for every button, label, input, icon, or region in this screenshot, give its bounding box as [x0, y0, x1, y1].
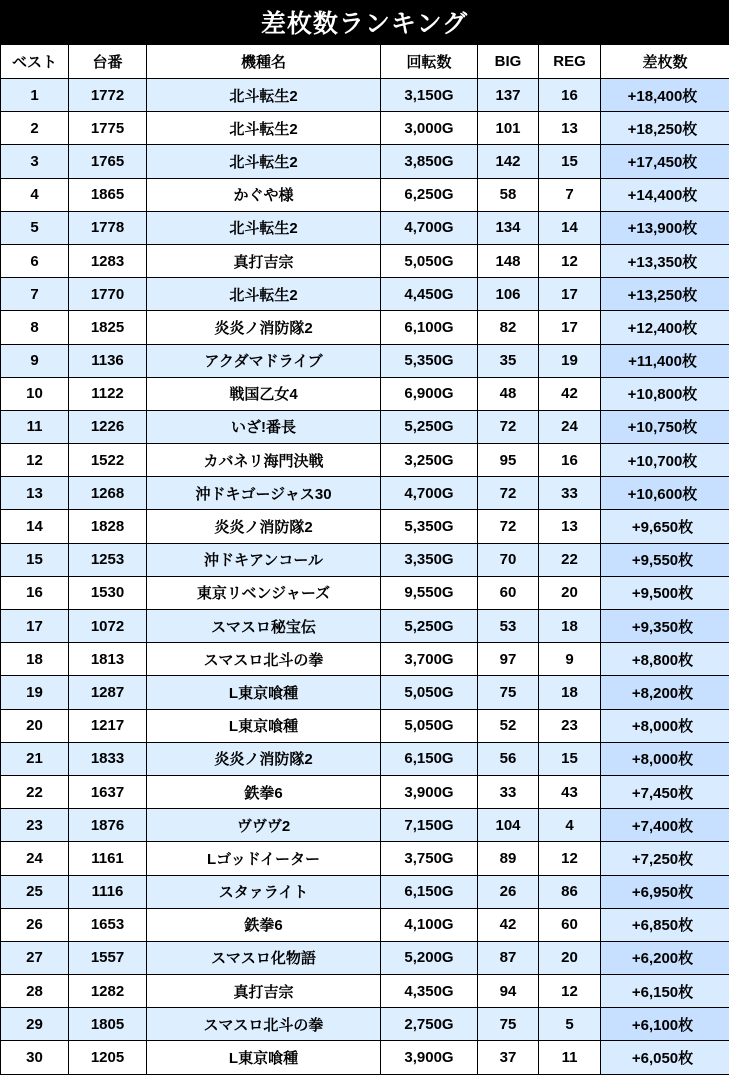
cell-kaiten: 3,000G	[381, 112, 478, 145]
cell-reg: 60	[539, 908, 601, 941]
cell-reg: 12	[539, 842, 601, 875]
cell-kishu: スマスロ秘宝伝	[147, 610, 381, 643]
cell-dai: 1268	[69, 477, 147, 510]
cell-dai: 1828	[69, 510, 147, 543]
cell-sa: +9,650枚	[601, 510, 729, 543]
cell-best: 25	[1, 875, 69, 908]
cell-sa: +7,450枚	[601, 775, 729, 808]
cell-kishu: 炎炎ノ消防隊2	[147, 742, 381, 775]
cell-dai: 1637	[69, 775, 147, 808]
cell-reg: 17	[539, 278, 601, 311]
column-header-reg: REG	[539, 45, 601, 79]
cell-sa: +10,800枚	[601, 377, 729, 410]
column-header-dai: 台番	[69, 45, 147, 79]
cell-kishu: 沖ドキゴージャス30	[147, 477, 381, 510]
cell-dai: 1530	[69, 576, 147, 609]
cell-reg: 13	[539, 510, 601, 543]
table-row	[1, 344, 729, 377]
cell-sa: +7,250枚	[601, 842, 729, 875]
cell-best: 9	[1, 344, 69, 377]
cell-reg: 17	[539, 311, 601, 344]
cell-reg: 12	[539, 975, 601, 1008]
header-row	[1, 45, 729, 79]
cell-dai: 1522	[69, 444, 147, 477]
cell-kaiten: 5,350G	[381, 510, 478, 543]
cell-big: 134	[478, 211, 539, 244]
cell-best: 16	[1, 576, 69, 609]
cell-big: 26	[478, 875, 539, 908]
ranking-table	[0, 44, 729, 1075]
cell-big: 104	[478, 809, 539, 842]
cell-big: 101	[478, 112, 539, 145]
cell-kaiten: 6,900G	[381, 377, 478, 410]
cell-best: 2	[1, 112, 69, 145]
cell-big: 89	[478, 842, 539, 875]
cell-kishu: 北斗転生2	[147, 112, 381, 145]
cell-best: 23	[1, 809, 69, 842]
cell-best: 3	[1, 145, 69, 178]
table-row	[1, 145, 729, 178]
cell-big: 137	[478, 79, 539, 112]
cell-sa: +9,500枚	[601, 576, 729, 609]
page-title-bar	[0, 0, 729, 44]
cell-kaiten: 3,750G	[381, 842, 478, 875]
cell-sa: +8,200枚	[601, 676, 729, 709]
cell-sa: +10,750枚	[601, 410, 729, 443]
cell-kishu: 真打吉宗	[147, 975, 381, 1008]
table-row	[1, 377, 729, 410]
cell-dai: 1122	[69, 377, 147, 410]
cell-kishu: L東京喰種	[147, 1041, 381, 1074]
table-row	[1, 112, 729, 145]
cell-sa: +13,250枚	[601, 278, 729, 311]
cell-best: 1	[1, 79, 69, 112]
cell-big: 70	[478, 543, 539, 576]
cell-big: 52	[478, 709, 539, 742]
cell-dai: 1772	[69, 79, 147, 112]
table-row	[1, 809, 729, 842]
column-header-kishu: 機種名	[147, 45, 381, 79]
cell-best: 12	[1, 444, 69, 477]
cell-dai: 1217	[69, 709, 147, 742]
cell-kaiten: 4,700G	[381, 477, 478, 510]
cell-big: 72	[478, 510, 539, 543]
cell-kishu: スマスロ北斗の拳	[147, 1008, 381, 1041]
cell-big: 94	[478, 975, 539, 1008]
cell-big: 35	[478, 344, 539, 377]
cell-kaiten: 6,250G	[381, 178, 478, 211]
cell-best: 11	[1, 410, 69, 443]
cell-reg: 22	[539, 543, 601, 576]
cell-reg: 23	[539, 709, 601, 742]
cell-best: 30	[1, 1041, 69, 1074]
cell-kaiten: 5,250G	[381, 610, 478, 643]
cell-kishu: 鉄拳6	[147, 908, 381, 941]
cell-big: 106	[478, 278, 539, 311]
table-row	[1, 178, 729, 211]
cell-kishu: スマスロ化物語	[147, 941, 381, 974]
cell-best: 21	[1, 742, 69, 775]
table-row	[1, 410, 729, 443]
cell-reg: 18	[539, 676, 601, 709]
cell-reg: 18	[539, 610, 601, 643]
cell-big: 75	[478, 676, 539, 709]
cell-big: 56	[478, 742, 539, 775]
cell-reg: 42	[539, 377, 601, 410]
cell-big: 53	[478, 610, 539, 643]
table-body	[1, 79, 729, 1075]
cell-kaiten: 5,200G	[381, 941, 478, 974]
cell-kishu: いざ!番長	[147, 410, 381, 443]
cell-big: 72	[478, 410, 539, 443]
cell-kaiten: 4,450G	[381, 278, 478, 311]
cell-kaiten: 5,250G	[381, 410, 478, 443]
cell-kaiten: 7,150G	[381, 809, 478, 842]
table-row	[1, 244, 729, 277]
cell-kishu: スマスロ北斗の拳	[147, 643, 381, 676]
cell-dai: 1557	[69, 941, 147, 974]
cell-big: 33	[478, 775, 539, 808]
table-row	[1, 610, 729, 643]
cell-reg: 12	[539, 244, 601, 277]
cell-reg: 9	[539, 643, 601, 676]
table-row	[1, 742, 729, 775]
cell-best: 27	[1, 941, 69, 974]
cell-best: 28	[1, 975, 69, 1008]
cell-kishu: ヴヴヴ2	[147, 809, 381, 842]
cell-dai: 1116	[69, 875, 147, 908]
cell-kishu: カバネリ海門決戦	[147, 444, 381, 477]
table-row	[1, 975, 729, 1008]
cell-big: 58	[478, 178, 539, 211]
cell-kaiten: 3,350G	[381, 543, 478, 576]
cell-kishu: Lゴッドイーター	[147, 842, 381, 875]
cell-sa: +6,200枚	[601, 941, 729, 974]
cell-reg: 19	[539, 344, 601, 377]
cell-kaiten: 6,100G	[381, 311, 478, 344]
table-row	[1, 510, 729, 543]
cell-sa: +6,950枚	[601, 875, 729, 908]
cell-best: 18	[1, 643, 69, 676]
cell-big: 87	[478, 941, 539, 974]
cell-sa: +8,000枚	[601, 742, 729, 775]
cell-dai: 1833	[69, 742, 147, 775]
cell-big: 42	[478, 908, 539, 941]
cell-kishu: 戦国乙女4	[147, 377, 381, 410]
cell-big: 142	[478, 145, 539, 178]
cell-big: 75	[478, 1008, 539, 1041]
cell-sa: +9,550枚	[601, 543, 729, 576]
cell-best: 4	[1, 178, 69, 211]
table-row	[1, 576, 729, 609]
table-row	[1, 543, 729, 576]
cell-reg: 14	[539, 211, 601, 244]
cell-dai: 1205	[69, 1041, 147, 1074]
table-row	[1, 842, 729, 875]
cell-kishu: 北斗転生2	[147, 278, 381, 311]
table-row	[1, 709, 729, 742]
cell-sa: +11,400枚	[601, 344, 729, 377]
cell-kaiten: 3,150G	[381, 79, 478, 112]
cell-reg: 24	[539, 410, 601, 443]
table-row	[1, 908, 729, 941]
cell-best: 17	[1, 610, 69, 643]
cell-kaiten: 4,700G	[381, 211, 478, 244]
cell-reg: 15	[539, 145, 601, 178]
cell-best: 22	[1, 775, 69, 808]
cell-kaiten: 2,750G	[381, 1008, 478, 1041]
table-row	[1, 444, 729, 477]
cell-reg: 33	[539, 477, 601, 510]
cell-dai: 1287	[69, 676, 147, 709]
cell-kaiten: 5,050G	[381, 709, 478, 742]
cell-kaiten: 6,150G	[381, 742, 478, 775]
table-row	[1, 311, 729, 344]
table-row	[1, 1008, 729, 1041]
cell-kaiten: 3,850G	[381, 145, 478, 178]
cell-sa: +10,700枚	[601, 444, 729, 477]
table-row	[1, 211, 729, 244]
cell-reg: 16	[539, 79, 601, 112]
table-row	[1, 643, 729, 676]
cell-big: 72	[478, 477, 539, 510]
cell-kaiten: 5,050G	[381, 244, 478, 277]
table-header	[1, 45, 729, 79]
table-row	[1, 676, 729, 709]
cell-reg: 43	[539, 775, 601, 808]
cell-best: 10	[1, 377, 69, 410]
cell-dai: 1282	[69, 975, 147, 1008]
cell-kishu: 炎炎ノ消防隊2	[147, 510, 381, 543]
cell-reg: 4	[539, 809, 601, 842]
cell-best: 19	[1, 676, 69, 709]
cell-kaiten: 4,100G	[381, 908, 478, 941]
cell-best: 5	[1, 211, 69, 244]
cell-reg: 16	[539, 444, 601, 477]
cell-big: 148	[478, 244, 539, 277]
cell-kishu: L東京喰種	[147, 676, 381, 709]
cell-dai: 1072	[69, 610, 147, 643]
cell-dai: 1775	[69, 112, 147, 145]
cell-sa: +12,400枚	[601, 311, 729, 344]
column-header-big: BIG	[478, 45, 539, 79]
cell-best: 8	[1, 311, 69, 344]
cell-sa: +8,000枚	[601, 709, 729, 742]
cell-kaiten: 4,350G	[381, 975, 478, 1008]
cell-kishu: 北斗転生2	[147, 145, 381, 178]
cell-dai: 1226	[69, 410, 147, 443]
cell-sa: +6,050枚	[601, 1041, 729, 1074]
cell-kaiten: 5,350G	[381, 344, 478, 377]
table-row	[1, 79, 729, 112]
cell-sa: +6,850枚	[601, 908, 729, 941]
cell-best: 20	[1, 709, 69, 742]
cell-dai: 1770	[69, 278, 147, 311]
cell-big: 60	[478, 576, 539, 609]
cell-reg: 5	[539, 1008, 601, 1041]
cell-dai: 1813	[69, 643, 147, 676]
column-header-best: ベスト	[1, 45, 69, 79]
cell-kishu: 東京リベンジャーズ	[147, 576, 381, 609]
cell-kaiten: 6,150G	[381, 875, 478, 908]
column-header-sa: 差枚数	[601, 45, 729, 79]
cell-sa: +10,600枚	[601, 477, 729, 510]
cell-kaiten: 3,250G	[381, 444, 478, 477]
cell-big: 95	[478, 444, 539, 477]
cell-big: 37	[478, 1041, 539, 1074]
cell-big: 48	[478, 377, 539, 410]
table-row	[1, 875, 729, 908]
table-row	[1, 941, 729, 974]
cell-reg: 7	[539, 178, 601, 211]
cell-dai: 1825	[69, 311, 147, 344]
page-title: 差枚数ランキング	[261, 4, 468, 40]
cell-kishu: 鉄拳6	[147, 775, 381, 808]
cell-kishu: 炎炎ノ消防隊2	[147, 311, 381, 344]
cell-big: 82	[478, 311, 539, 344]
table-row	[1, 477, 729, 510]
table-row	[1, 1041, 729, 1074]
cell-kaiten: 3,900G	[381, 775, 478, 808]
cell-best: 24	[1, 842, 69, 875]
cell-dai: 1283	[69, 244, 147, 277]
cell-kishu: スタァライト	[147, 875, 381, 908]
cell-kishu: 真打吉宗	[147, 244, 381, 277]
cell-dai: 1865	[69, 178, 147, 211]
cell-kishu: 沖ドキアンコール	[147, 543, 381, 576]
table-row	[1, 278, 729, 311]
column-header-kaiten: 回転数	[381, 45, 478, 79]
cell-kaiten: 3,700G	[381, 643, 478, 676]
cell-dai: 1253	[69, 543, 147, 576]
cell-sa: +8,800枚	[601, 643, 729, 676]
cell-reg: 13	[539, 112, 601, 145]
cell-dai: 1805	[69, 1008, 147, 1041]
cell-best: 7	[1, 278, 69, 311]
cell-best: 13	[1, 477, 69, 510]
table-row	[1, 775, 729, 808]
cell-sa: +13,900枚	[601, 211, 729, 244]
cell-sa: +6,100枚	[601, 1008, 729, 1041]
cell-best: 26	[1, 908, 69, 941]
cell-sa: +18,400枚	[601, 79, 729, 112]
cell-sa: +17,450枚	[601, 145, 729, 178]
cell-dai: 1778	[69, 211, 147, 244]
cell-sa: +7,400枚	[601, 809, 729, 842]
cell-big: 97	[478, 643, 539, 676]
cell-kaiten: 3,900G	[381, 1041, 478, 1074]
cell-kishu: かぐや様	[147, 178, 381, 211]
cell-kishu: 北斗転生2	[147, 211, 381, 244]
cell-kaiten: 9,550G	[381, 576, 478, 609]
cell-sa: +18,250枚	[601, 112, 729, 145]
cell-best: 15	[1, 543, 69, 576]
cell-reg: 11	[539, 1041, 601, 1074]
cell-reg: 20	[539, 576, 601, 609]
cell-dai: 1653	[69, 908, 147, 941]
cell-best: 14	[1, 510, 69, 543]
cell-best: 6	[1, 244, 69, 277]
cell-reg: 15	[539, 742, 601, 775]
cell-sa: +9,350枚	[601, 610, 729, 643]
cell-reg: 20	[539, 941, 601, 974]
cell-dai: 1161	[69, 842, 147, 875]
cell-reg: 86	[539, 875, 601, 908]
cell-sa: +14,400枚	[601, 178, 729, 211]
cell-kishu: L東京喰種	[147, 709, 381, 742]
cell-kishu: アクダマドライブ	[147, 344, 381, 377]
cell-sa: +6,150枚	[601, 975, 729, 1008]
cell-best: 29	[1, 1008, 69, 1041]
cell-sa: +13,350枚	[601, 244, 729, 277]
cell-dai: 1765	[69, 145, 147, 178]
cell-kaiten: 5,050G	[381, 676, 478, 709]
cell-dai: 1876	[69, 809, 147, 842]
cell-dai: 1136	[69, 344, 147, 377]
cell-kishu: 北斗転生2	[147, 79, 381, 112]
